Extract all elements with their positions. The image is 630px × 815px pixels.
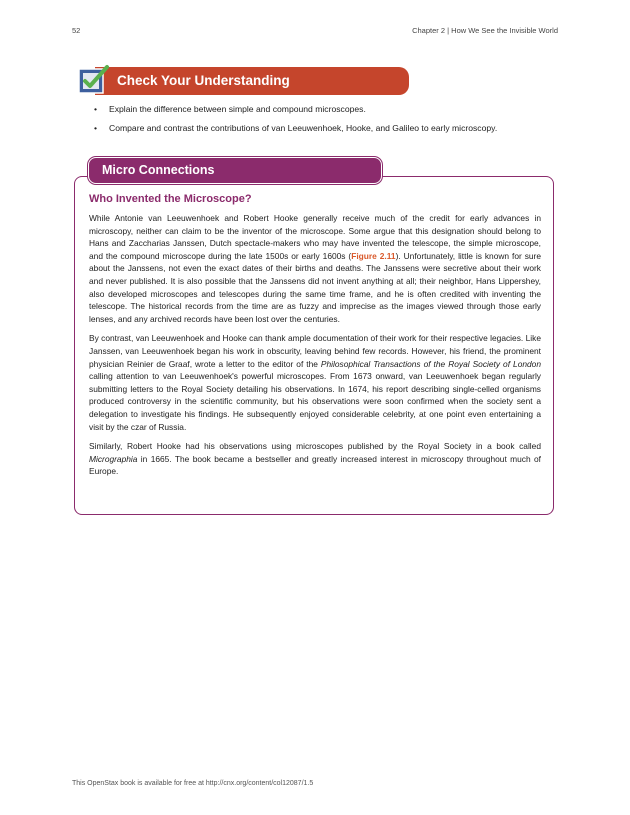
page-number: 52 (72, 26, 81, 35)
book-title: Micrographia (89, 453, 138, 464)
page-header (72, 26, 558, 38)
journal-title: Philosophical Transactions of the Royal Society of London (320, 358, 541, 369)
chapter-title: Chapter 2 | How We See the Invisible World (412, 26, 558, 35)
list-item-text: Compare and contrast the contributions of van Leeuwenhoek, Hooke, and Galileo to early microscopy. (109, 123, 498, 133)
paragraph-3: Similarly, Robert Hooke had his observations using microscopes published by the Royal Society in a book called Micrographia in 1665. The book became a bestseller and greatly increased interest in microscopy throughout much of Europe. (89, 441, 541, 477)
check-understanding-title: Check Your Understanding (117, 73, 290, 88)
list-item-text: Explain the difference between simple and compound microscopes. (109, 104, 366, 114)
micro-connections-tab (88, 157, 382, 184)
bullet-icon: • (94, 123, 98, 133)
list-item (94, 122, 564, 134)
page-footer: This OpenStax book is available for free at http://cnx.org/content/col12087/1.5 (72, 780, 314, 787)
check-understanding-list (94, 103, 564, 141)
checkbox-icon (78, 64, 110, 96)
bullet-icon: • (94, 104, 98, 114)
micro-connections-content (89, 192, 541, 485)
list-item (94, 103, 564, 115)
paragraph-2: By contrast, van Leeuwenhoek and Hooke can thank ample documentation of their work for their respective legacies. Like Janssen, van Leeuwenhoek began his work in obscurity, leaving behind few records. However, his friend, the prominent physician Reinier de Graaf, wrote a letter to the editor of the Philosophical Transactions of the Royal Society of London calling attention to van Leeuwenhoek's powerful microscopes. From 1673 onward, van Leeuwenhoek began regularly submitting letters to the Royal Society detailing his observations. In 1674, his report describing single-celled organisms produced controversy in the scientific community, but his observations were soon confirmed when the society sent a delegation to investigate his findings. He subsequently enjoyed considerable celebrity, at one point even entertaining a visit by the czar of Russia. (89, 333, 541, 432)
micro-connections-label: Micro Connections (102, 163, 215, 177)
figure-link[interactable]: Figure 2.11 (351, 250, 396, 261)
check-understanding-banner (95, 67, 409, 95)
feature-heading: Who Invented the Microscope? (89, 193, 252, 205)
paragraph-1: While Antonie van Leeuwenhoek and Robert Hooke generally receive much of the credit for early advances in microscopy, neither can claim to be the inventor of the microscope. Some argue that this designation should belong to Hans and Zaccharias Janssen, Dutch spectacle-makers who may have invented the telescope, the simple microscope, and the compound microscope during the late 1500s or early 1600s (Figure 2.11). Unfortunately, little is known for sure about the Janssens, not even the exact dates of their births and deaths. The Janssens were secretive about their work and never published. It is also possible that the Janssens did not invent anything at all; their neighbor, Hans Lippershey, also developed microscopes and telescopes during the same time frame, and he is often credited with inventing the telescope. The historical records from the time are as fuzzy and imprecise as the images viewed through those early lenses, and any archived records have been lost over the centuries. (89, 213, 541, 324)
